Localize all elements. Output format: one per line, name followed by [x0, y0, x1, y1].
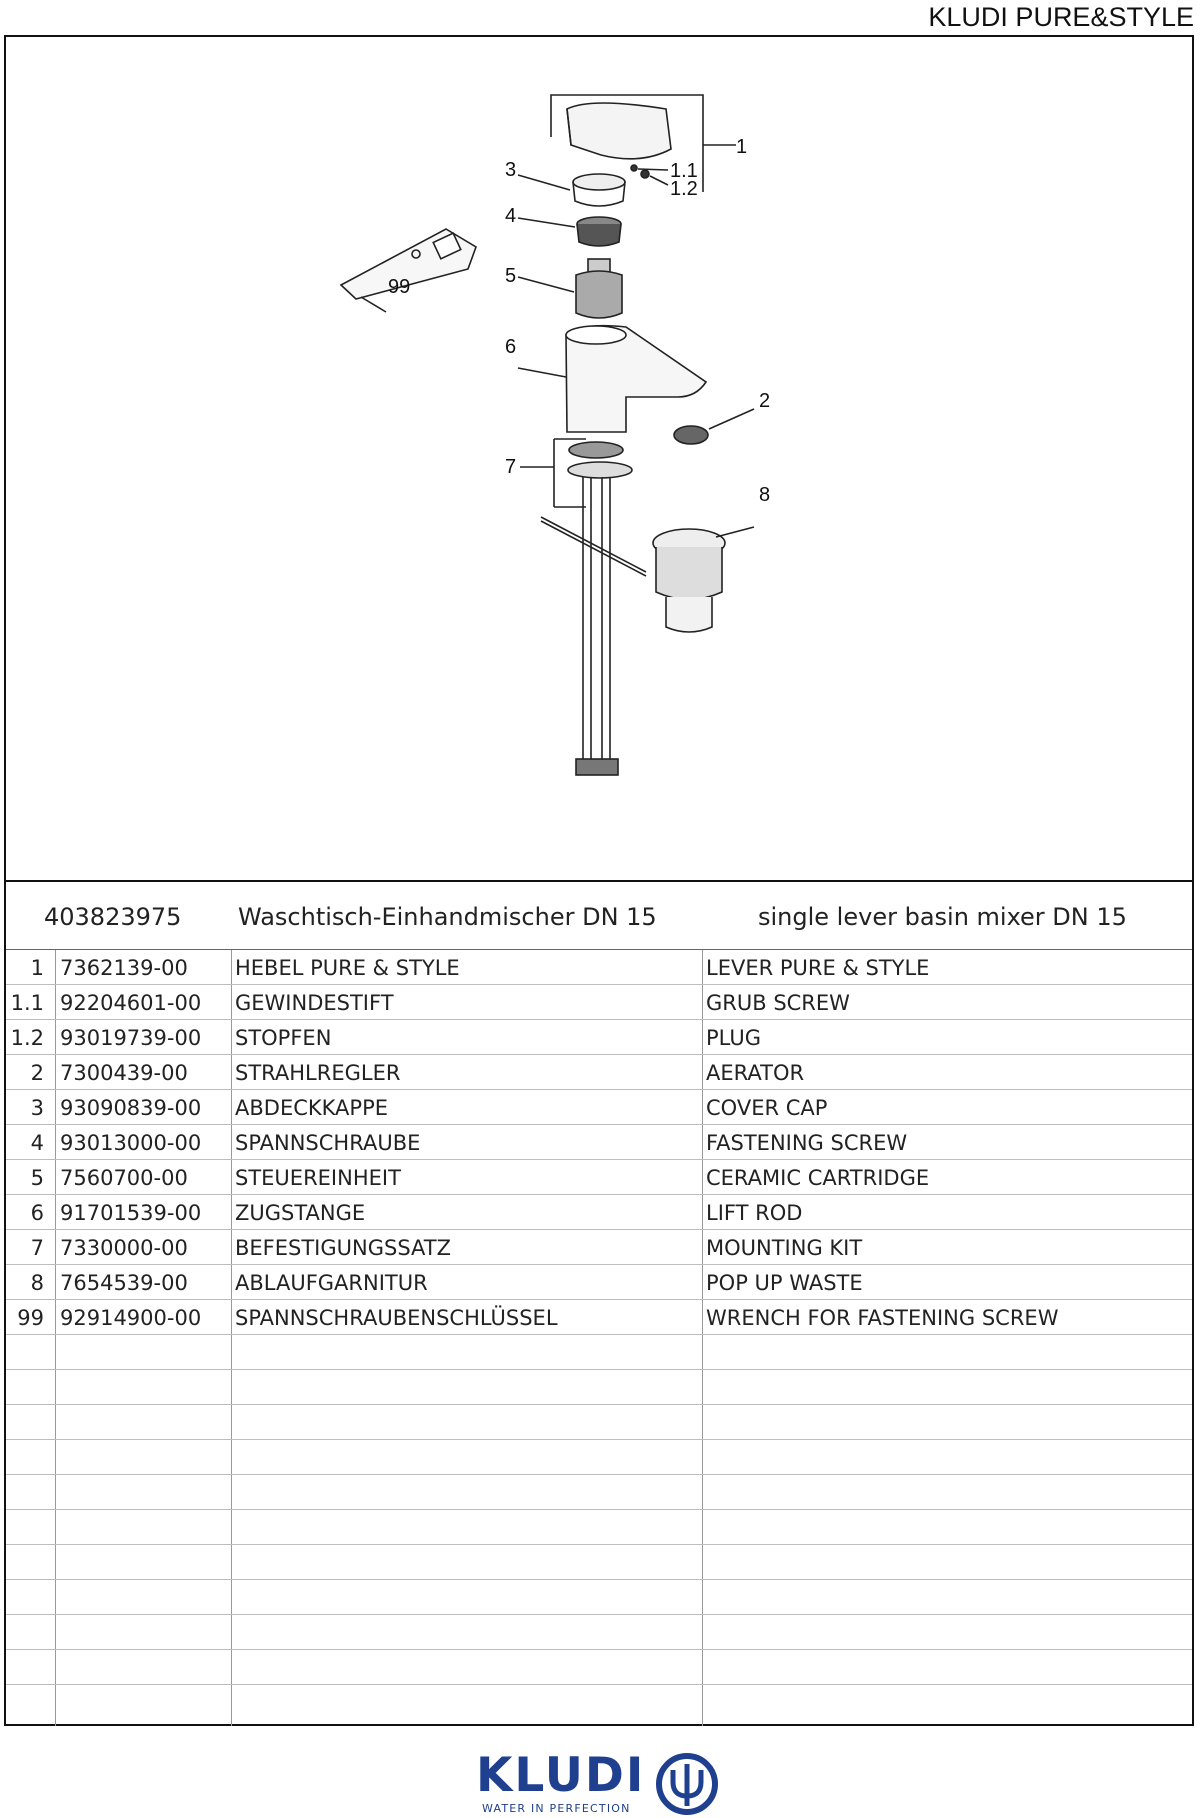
description-en-cell: [706, 1370, 1192, 1404]
description-de-cell: [235, 1335, 700, 1369]
description-de-cell: [235, 1650, 700, 1684]
description-de-cell: GEWINDESTIFT: [235, 991, 394, 1015]
description-en-cell: [706, 1475, 1192, 1509]
article-number-cell: [60, 1510, 230, 1544]
position-cell: [6, 1405, 54, 1439]
description-en-cell: POP UP WASTE: [706, 1271, 863, 1295]
position-cell: [6, 1475, 54, 1509]
position-cell: 4: [30, 1131, 44, 1155]
position-cell: 1: [30, 956, 44, 980]
article-number-cell: 7300439-00: [60, 1061, 188, 1085]
table-row: [6, 985, 1192, 1020]
table-row: [6, 1615, 1192, 1650]
article-number-cell: [60, 1405, 230, 1439]
position-cell: [6, 1580, 54, 1614]
article-number-cell: [60, 1440, 230, 1474]
position-cell: [6, 1510, 54, 1544]
callout-1: 1: [736, 136, 748, 158]
description-en-cell: LEVER PURE & STYLE: [706, 956, 930, 980]
lever-part: [567, 103, 671, 159]
callout-1-1: 1.1: [670, 160, 698, 182]
description-en-cell: [706, 1615, 1192, 1649]
description-de-cell: [235, 1580, 700, 1614]
cover-cap-part: [573, 174, 625, 190]
table-row: [6, 1650, 1192, 1685]
table-row: [6, 1300, 1192, 1335]
description-de-cell: [235, 1510, 700, 1544]
mounting-kit-part: [568, 462, 632, 478]
description-en-cell: FASTENING SCREW: [706, 1131, 908, 1155]
position-cell: 6: [30, 1201, 44, 1225]
position-cell: 8: [30, 1271, 44, 1295]
description-en-cell: LIFT ROD: [706, 1201, 803, 1225]
position-cell: 2: [30, 1061, 44, 1085]
description-de-cell: [235, 1370, 700, 1404]
table-row: [6, 1125, 1192, 1160]
article-number-cell: [60, 1335, 230, 1369]
description-de-cell: [235, 1545, 700, 1579]
description-en-cell: PLUG: [706, 1026, 761, 1050]
table-row: [6, 1335, 1192, 1370]
description-de-cell: STEUEREINHEIT: [235, 1166, 401, 1190]
article-name-de: Waschtisch-Einhandmischer DN 15: [238, 903, 657, 931]
description-de-cell: ABLAUFGARNITUR: [235, 1271, 428, 1295]
description-en-cell: MOUNTING KIT: [706, 1236, 863, 1260]
table-row: [6, 1475, 1192, 1510]
description-en-cell: [706, 1335, 1192, 1369]
article-number-cell: [60, 1580, 230, 1614]
description-de-cell: [235, 1440, 700, 1474]
description-de-cell: [235, 1615, 700, 1649]
article-number-cell: 93090839-00: [60, 1096, 202, 1120]
table-row: [6, 1440, 1192, 1475]
article-header-row: [6, 880, 1192, 950]
callout-8: 8: [759, 484, 771, 506]
table-row: [6, 1055, 1192, 1090]
table-row: [6, 1580, 1192, 1615]
article-number-cell: [60, 1475, 230, 1509]
position-cell: 1.1: [10, 991, 44, 1015]
article-number-cell: 93013000-00: [60, 1131, 202, 1155]
table-row: [6, 1370, 1192, 1405]
position-cell: [6, 1370, 54, 1404]
ceramic-cartridge-part: [576, 271, 622, 318]
description-de-cell: STOPFEN: [235, 1026, 332, 1050]
drawing-sheet: [4, 35, 1194, 1726]
table-row: [6, 1265, 1192, 1300]
article-number-cell: 93019739-00: [60, 1026, 202, 1050]
article-number-cell: 7330000-00: [60, 1236, 188, 1260]
article-name-en: single lever basin mixer DN 15: [758, 903, 1127, 931]
callout-7: 7: [505, 456, 517, 478]
description-en-cell: WRENCH FOR FASTENING SCREW: [706, 1306, 1059, 1330]
position-cell: [6, 1615, 54, 1649]
callout-4: 4: [505, 205, 517, 227]
description-en-cell: COVER CAP: [706, 1096, 828, 1120]
description-en-cell: AERATOR: [706, 1061, 805, 1085]
aerator-part: [674, 426, 708, 444]
plug-part: [641, 170, 649, 178]
article-number-cell: 7362139-00: [60, 956, 188, 980]
article-number-cell: [60, 1615, 230, 1649]
position-cell: [6, 1440, 54, 1474]
table-row: [6, 1405, 1192, 1440]
description-en-cell: GRUB SCREW: [706, 991, 850, 1015]
table-row: [6, 1545, 1192, 1580]
logo-emblem-icon: [654, 1752, 720, 1816]
description-de-cell: SPANNSCHRAUBE: [235, 1131, 421, 1155]
description-de-cell: [235, 1475, 700, 1509]
position-cell: [6, 1545, 54, 1579]
position-cell: [6, 1650, 54, 1684]
description-en-cell: [706, 1545, 1192, 1579]
table-row: [6, 1195, 1192, 1230]
description-de-cell: BEFESTIGUNGSSATZ: [235, 1236, 451, 1260]
article-number-cell: 7560700-00: [60, 1166, 188, 1190]
position-cell: [6, 1335, 54, 1369]
callout-3: 3: [505, 159, 517, 181]
table-row: [6, 1090, 1192, 1125]
article-number-cell: 91701539-00: [60, 1201, 202, 1225]
description-de-cell: HEBEL PURE & STYLE: [235, 956, 460, 980]
logo-tagline: WATER IN PERFECTION: [482, 1802, 631, 1815]
table-row: [6, 1230, 1192, 1265]
exploded-view-drawing: [6, 37, 1192, 880]
description-en-cell: CERAMIC CARTRIDGE: [706, 1166, 930, 1190]
article-number-cell: [60, 1545, 230, 1579]
table-row: [6, 950, 1192, 985]
article-number: 403823975: [44, 903, 182, 931]
article-number-cell: 7654539-00: [60, 1271, 188, 1295]
document-title: KLUDI PURE&STYLE: [928, 2, 1194, 32]
callout-99: 99: [388, 276, 411, 298]
table-row: [6, 1160, 1192, 1195]
table-row: [6, 1510, 1192, 1545]
kludi-logo: [476, 1748, 731, 1818]
description-de-cell: ZUGSTANGE: [235, 1201, 366, 1225]
callout-6: 6: [505, 336, 517, 358]
description-en-cell: [706, 1650, 1192, 1684]
description-en-cell: [706, 1405, 1192, 1439]
position-cell: 7: [30, 1236, 44, 1260]
callout-1-2: 1.2: [670, 178, 698, 200]
article-number-cell: 92204601-00: [60, 991, 202, 1015]
article-number-cell: [60, 1370, 230, 1404]
description-en-cell: [706, 1510, 1192, 1544]
exploded-view-svg: [6, 37, 1192, 880]
description-en-cell: [706, 1440, 1192, 1474]
position-cell: 3: [30, 1096, 44, 1120]
grub-screw-part: [631, 165, 637, 171]
description-de-cell: SPANNSCHRAUBENSCHLÜSSEL: [235, 1306, 558, 1330]
parts-list-table: [6, 950, 1192, 1685]
position-cell: 5: [30, 1166, 44, 1190]
callout-5: 5: [505, 265, 517, 287]
description-en-cell: [706, 1580, 1192, 1614]
description-de-cell: ABDECKKAPPE: [235, 1096, 389, 1120]
logo-wordmark: KLUDI: [476, 1748, 646, 1803]
table-row: [6, 1020, 1192, 1055]
article-number-cell: [60, 1650, 230, 1684]
position-cell: 1.2: [10, 1026, 44, 1050]
position-cell: 99: [17, 1306, 44, 1330]
description-de-cell: [235, 1405, 700, 1439]
description-de-cell: STRAHLREGLER: [235, 1061, 401, 1085]
callout-2: 2: [759, 390, 771, 412]
lift-rod-part: [541, 517, 646, 572]
article-number-cell: 92914900-00: [60, 1306, 202, 1330]
